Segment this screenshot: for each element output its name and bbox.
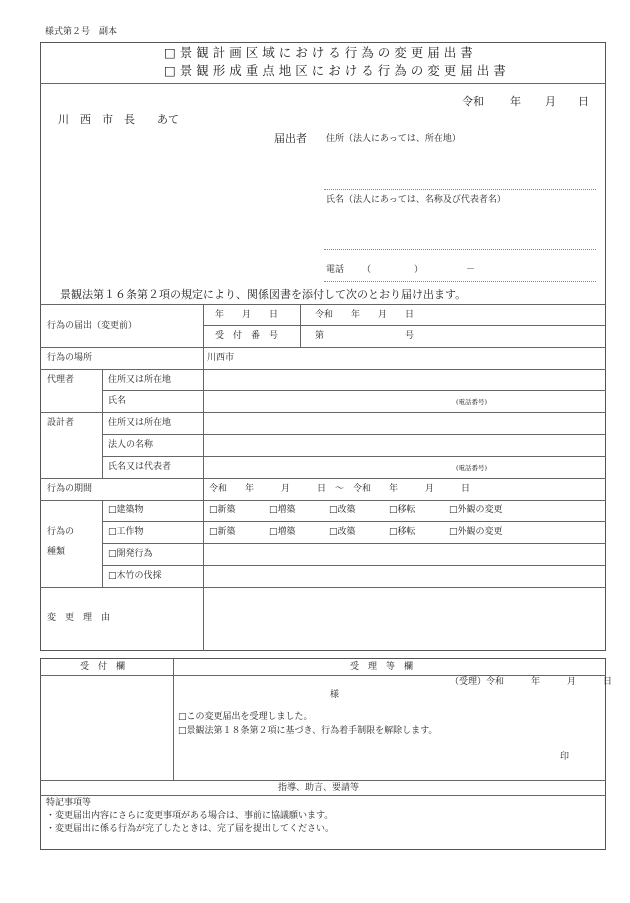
structure-opt-new[interactable]: □新築 [209,527,236,537]
agent-label: 代理者 [47,375,75,385]
honorific: 様 [330,690,340,700]
title-line-1: □景観計画区域における行為の変更届出書 [164,45,477,60]
building-opt-new[interactable]: □新築 [209,505,236,515]
designer-label: 設計者 [47,418,75,428]
form-number-label: 様式第２号 副本 [45,27,118,37]
phone-open-paren: （ [362,265,372,275]
structure-opt-extend[interactable]: □増築 [269,527,296,537]
name-line [324,249,596,250]
phone-dash: － [466,265,476,275]
guidance-label: 指導、助言、要請等 [278,783,360,793]
development-checkbox[interactable]: □開発行為 [108,549,153,559]
original-filing-label: 行為の届出（変更前） [47,321,138,331]
location-value: 川西市 [207,353,235,363]
agent-name-label: 氏名 [108,396,127,406]
phone-label: 電話 [326,265,345,275]
receipt-number-label: 受 付 番 号 [215,331,279,341]
building-opt-extend[interactable]: □増築 [269,505,296,515]
structure-checkbox[interactable]: □工作物 [108,527,144,537]
type-label-2: 種類 [47,547,66,557]
building-opt-relocate[interactable]: □移転 [389,505,416,515]
applicant-address-label: 住所（法人にあっては、所在地） [326,134,461,144]
structure-opt-exterior[interactable]: □外観の変更 [449,527,503,537]
title-line-2: □景観形成重点地区における行為の変更届出書 [164,63,510,78]
note-line-2: ・変更届出に係る行為が完了したときは、完了届を提出してください。 [46,824,335,834]
agent-address-label: 住所又は所在地 [108,375,172,385]
reception-col-left: 受 付 欄 [80,662,126,672]
change-reason-field[interactable] [204,588,604,650]
phone-close-paren: ） [414,265,424,275]
acceptance-date: （受理）令和 年 月 日 [450,677,613,687]
notes-title: 特記事項等 [46,798,92,808]
date-era: 令和 [462,95,484,108]
orig-reiwa-date-fields: 令和 年 月 日 [315,310,415,320]
date-year: 年 [510,95,521,108]
logging-checkbox[interactable]: □木竹の伐採 [108,571,162,581]
designer-corp-label: 法人の名称 [108,440,154,450]
phone-line [324,281,596,282]
accept-checkbox-1[interactable]: □この変更届出を受理しました。 [178,712,313,722]
agent-phone-note: (電話番号) [456,398,488,406]
seal-mark: 印 [560,752,570,762]
designer-address-label: 住所又は所在地 [108,418,172,428]
orig-date-fields: 年 月 日 [215,310,279,320]
location-label: 行為の場所 [47,353,93,363]
accept-checkbox-2[interactable]: □景観法第１８条第２項に基づき、行為着手制限を解除します。 [178,726,438,736]
note-line-1: ・変更届出内容にさらに変更事項がある場合は、事前に協議願います。 [46,811,334,821]
addressee: 川 西 市 長 あて [58,113,179,126]
address-line [324,189,596,190]
divider [40,83,606,84]
applicant-label: 届出者 [274,132,307,145]
designer-name-label: 氏名又は代表者 [108,462,172,472]
date-month: 月 [545,95,556,108]
statement: 景観法第１６条第２項の規定により、関係図書を添付して次のとおり届け出ます。 [60,288,467,301]
change-reason-label: 変 更 理 由 [47,613,111,623]
building-opt-rebuild[interactable]: □改築 [329,505,356,515]
building-opt-exterior[interactable]: □外観の変更 [449,505,503,515]
type-label-1: 行為の [47,527,75,537]
applicant-name-label: 氏名（法人にあっては、名称及び代表者名） [326,195,506,205]
designer-phone-note: (電話番号) [456,464,488,472]
building-checkbox[interactable]: □建築物 [108,505,144,515]
period-label: 行為の期間 [47,484,93,494]
receipt-number-fields: 第 号 [315,331,415,341]
structure-opt-rebuild[interactable]: □改築 [329,527,356,537]
structure-opt-relocate[interactable]: □移転 [389,527,416,537]
period-value: 令和 年 月 日 ～ 令和 年 月 日 [209,484,471,494]
date-day: 日 [578,95,589,108]
reception-col-right: 受 理 等 欄 [350,662,414,672]
